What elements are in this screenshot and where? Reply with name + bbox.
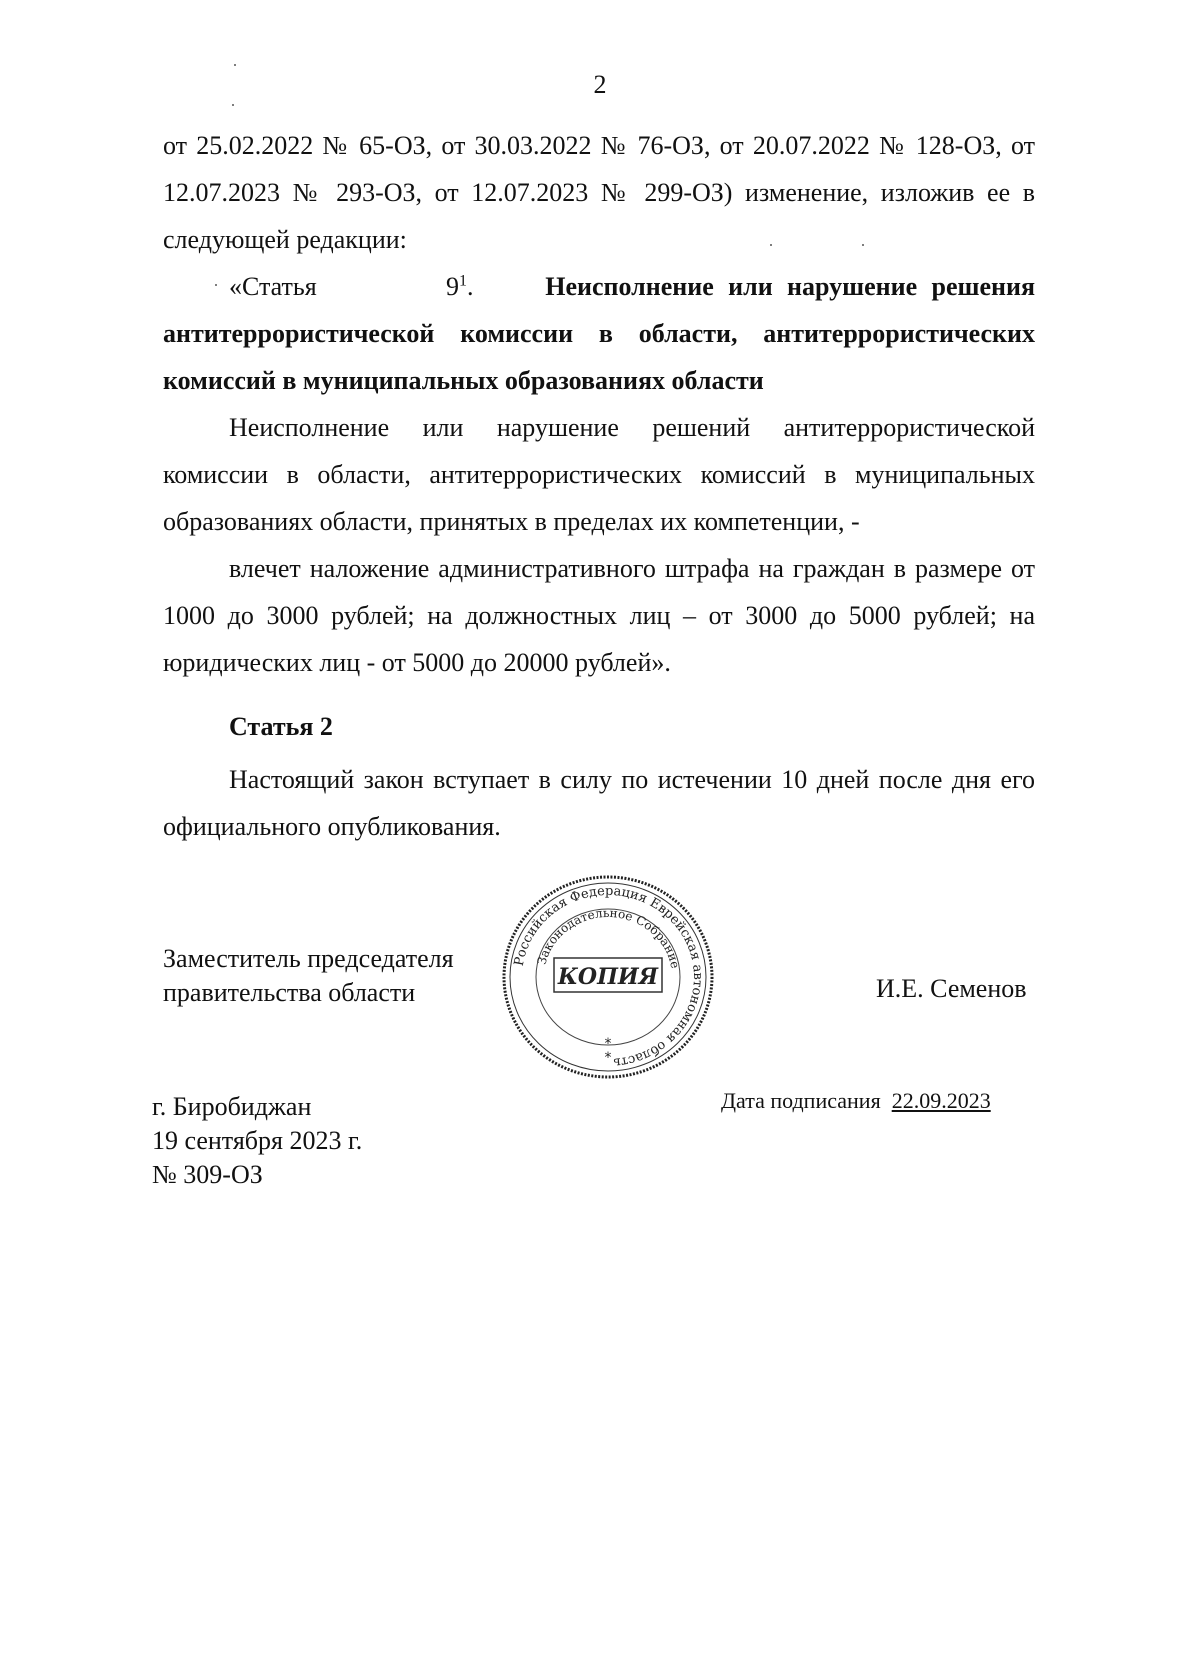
footer-date: 19 сентября 2023 г. [152,1126,363,1155]
document-footer [152,1090,362,1192]
signatory-name: И.Е. Семенов [876,974,1027,1003]
footer-number: № 309-ОЗ [152,1160,263,1189]
article-2-text [163,756,1035,850]
article-superscript: 1 [458,272,467,290]
signing-date-value: 22.09.2023 [891,1088,991,1113]
article-2-paragraph: Настоящий закон вступает в силу по истечении 10 дней после дня его официального опубликования. [163,765,1035,841]
intro-paragraph: от 25.02.2022 № 65-ОЗ, от 30.03.2022 № 76-ОЗ, от 20.07.2022 № 128-ОЗ, от 12.07.2023 № 293-ОЗ, от 12.07.2023 № 299-ОЗ) изменение, изложив ее в следующей редакции: [163,131,1035,254]
scan-speck [234,64,236,66]
seal-inner-text: Законодательное Собрание [534,905,683,970]
footer-city: г. Биробиджан [152,1092,312,1121]
seal-ring-text: Российская Федерация Еврейская автономная область [511,883,706,1070]
article-title: Неисполнение или нарушение решения антитеррористической комиссии в области, антитеррористических комиссий в муниципальных образованиях области [163,272,1036,395]
signing-date-block [721,1088,991,1114]
article-dot: . [466,272,474,301]
article-9-paragraph-2: влечет наложение административного штрафа на граждан в размере от 1000 до 3000 рублей; на должностных лиц – от 3000 до 5000 рублей; на юридических лиц - от 5000 до 20000 рублей». [163,554,1035,677]
position-line-2: правительства области [163,978,416,1007]
article-9-paragraph-1: Неисполнение или нарушение решений антитеррористической комиссии в области, антитеррористических комиссий в муниципальных образованиях области, принятых в пределах их компетенции, - [163,413,1035,536]
signing-date-label: Дата подписания [721,1088,881,1113]
article-number: 9 [445,272,459,301]
article-9-heading [163,263,1035,404]
article-prefix: «Статья [229,272,317,301]
scan-speck [232,104,234,106]
seal-center-text: КОПИЯ [557,964,659,990]
position-line-1: Заместитель председателя [163,944,454,973]
official-seal [498,872,718,1082]
signatory-position [163,942,454,1010]
seal-star-icon: * [604,1036,612,1052]
article-2-heading: Статья 2 [229,712,333,741]
seal-star-icon: * [604,1050,612,1066]
main-text [163,122,1035,686]
page-number: 2 [593,70,607,99]
